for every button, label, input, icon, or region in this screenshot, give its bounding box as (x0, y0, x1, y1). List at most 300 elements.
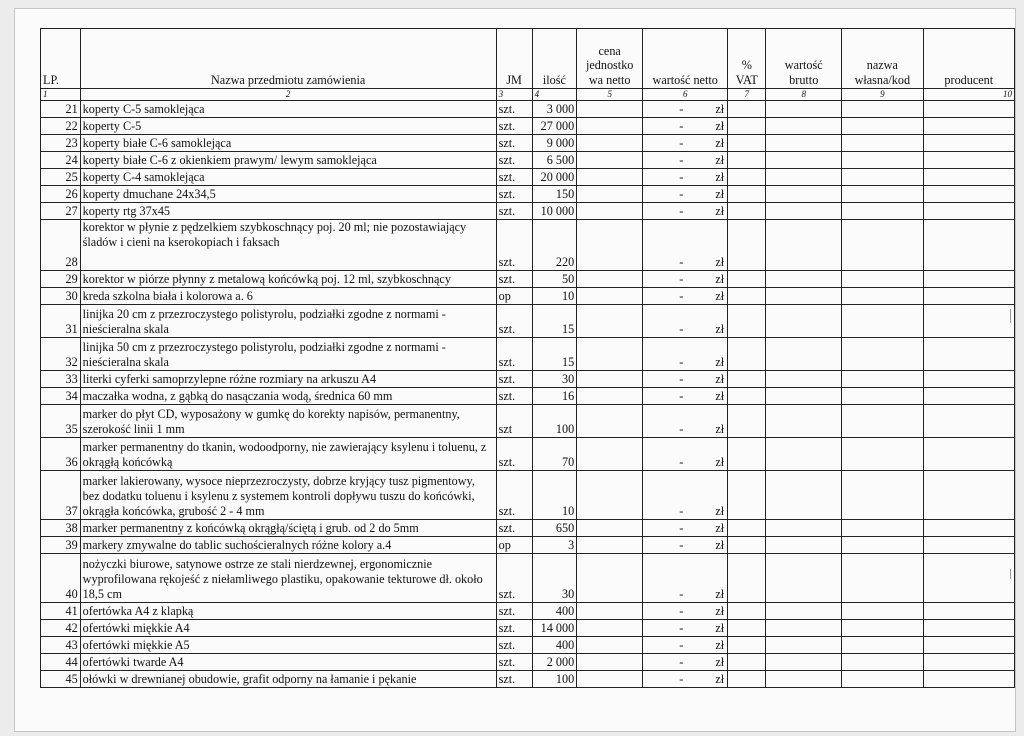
row-gross-value (766, 405, 842, 438)
row-item-name: koperty C-5 samoklejąca (80, 101, 496, 118)
net-value-placeholder: - (679, 455, 684, 470)
row-unit-net-price (577, 520, 643, 537)
row-own-name-code (842, 371, 924, 388)
row-unit-net-price (577, 654, 643, 671)
row-item-name: markery zmywalne do tablic suchościeralnych różne kolory a.4 (80, 537, 496, 554)
table-row (41, 371, 1015, 388)
row-producer (923, 388, 1014, 405)
row-vat (728, 101, 766, 118)
row-own-name-code (842, 637, 924, 654)
column-number-row (41, 89, 1015, 101)
scan-artifact (1010, 569, 1011, 579)
row-net-value (643, 438, 728, 471)
net-value-placeholder: - (679, 389, 684, 404)
row-vat (728, 554, 766, 603)
row-own-name-code (842, 554, 924, 603)
row-gross-value (766, 554, 842, 603)
column-number: 7 (728, 89, 766, 101)
row-lp: 38 (41, 520, 81, 537)
row-item-name: koperty C-5 (80, 118, 496, 135)
row-unit-net-price (577, 405, 643, 438)
net-value-currency: zł (715, 355, 725, 370)
row-net-value (643, 271, 728, 288)
row-item-name: maczałka wodna, z gąbką do nasączania wodą, średnica 60 mm (80, 388, 496, 405)
column-number: 9 (842, 89, 924, 101)
row-producer (923, 271, 1014, 288)
row-vat (728, 471, 766, 520)
row-net-value (643, 169, 728, 186)
net-value-currency: zł (715, 272, 725, 287)
row-quantity: 30 (532, 554, 577, 603)
row-item-name: ofertówki twarde A4 (80, 654, 496, 671)
row-own-name-code (842, 220, 924, 271)
row-producer (923, 135, 1014, 152)
row-net-value (643, 471, 728, 520)
table-row (41, 388, 1015, 405)
row-producer (923, 169, 1014, 186)
row-item-name: koperty rtg 37x45 (80, 203, 496, 220)
row-quantity: 400 (532, 603, 577, 620)
row-quantity: 30 (532, 371, 577, 388)
row-quantity: 15 (532, 338, 577, 371)
row-lp: 28 (41, 220, 81, 271)
row-lp: 33 (41, 371, 81, 388)
row-gross-value (766, 288, 842, 305)
net-value-placeholder: - (679, 136, 684, 151)
row-gross-value (766, 271, 842, 288)
header-vat: % VAT (728, 29, 766, 89)
row-gross-value (766, 654, 842, 671)
row-unit-net-price (577, 620, 643, 637)
row-unit-net-price (577, 288, 643, 305)
row-unit-net-price (577, 637, 643, 654)
row-net-value (643, 203, 728, 220)
net-value-placeholder: - (679, 521, 684, 536)
row-gross-value (766, 118, 842, 135)
row-unit: szt. (496, 438, 532, 471)
row-gross-value (766, 637, 842, 654)
net-value-currency: zł (715, 289, 725, 304)
row-lp: 22 (41, 118, 81, 135)
row-unit-net-price (577, 186, 643, 203)
row-unit-net-price (577, 438, 643, 471)
net-value-currency: zł (715, 604, 725, 619)
row-vat (728, 637, 766, 654)
row-own-name-code (842, 288, 924, 305)
net-value-currency: zł (715, 672, 725, 687)
row-unit-net-price (577, 471, 643, 520)
row-unit-net-price (577, 554, 643, 603)
row-gross-value (766, 537, 842, 554)
row-gross-value (766, 671, 842, 688)
net-value-placeholder: - (679, 422, 684, 437)
row-gross-value (766, 169, 842, 186)
row-unit: szt. (496, 554, 532, 603)
net-value-currency: zł (715, 455, 725, 470)
row-gross-value (766, 371, 842, 388)
row-own-name-code (842, 537, 924, 554)
row-gross-value (766, 305, 842, 338)
net-value-currency: zł (715, 255, 725, 270)
row-lp: 27 (41, 203, 81, 220)
row-net-value (643, 388, 728, 405)
net-value-placeholder: - (679, 372, 684, 387)
row-vat (728, 169, 766, 186)
row-item-name: kreda szkolna biała i kolorowa a. 6 (80, 288, 496, 305)
row-producer (923, 471, 1014, 520)
row-unit: szt. (496, 671, 532, 688)
net-value-currency: zł (715, 621, 725, 636)
net-value-currency: zł (715, 204, 725, 219)
net-value-placeholder: - (679, 504, 684, 519)
row-lp: 45 (41, 671, 81, 688)
row-unit: szt. (496, 118, 532, 135)
row-quantity: 20 000 (532, 169, 577, 186)
net-value-placeholder: - (679, 102, 684, 117)
row-quantity: 150 (532, 186, 577, 203)
net-value-placeholder: - (679, 604, 684, 619)
row-quantity: 10 000 (532, 203, 577, 220)
row-lp: 36 (41, 438, 81, 471)
net-value-placeholder: - (679, 255, 684, 270)
net-value-currency: zł (715, 136, 725, 151)
row-item-name: linijka 20 cm z przezroczystego polistyrolu, podziałki zgodne z normami - nieścieralna skala (80, 305, 496, 338)
column-number: 2 (80, 89, 496, 101)
table-row (41, 603, 1015, 620)
row-vat (728, 271, 766, 288)
column-number: 3 (496, 89, 532, 101)
net-value-placeholder: - (679, 204, 684, 219)
row-quantity: 16 (532, 388, 577, 405)
row-net-value (643, 405, 728, 438)
row-quantity: 6 500 (532, 152, 577, 169)
header-quantity: ilość (532, 29, 577, 89)
row-lp: 23 (41, 135, 81, 152)
row-item-name: nożyczki biurowe, satynowe ostrze ze stali nierdzewnej, ergonomicznie wyprofilowana rękojeść z niełamliwego plastiku, opakowanie tekturowe dł. około 18,5 cm (80, 554, 496, 603)
row-item-name: koperty dmuchane 24x34,5 (80, 186, 496, 203)
row-gross-value (766, 203, 842, 220)
row-own-name-code (842, 186, 924, 203)
column-number: 4 (532, 89, 577, 101)
row-unit-net-price (577, 152, 643, 169)
row-unit: szt. (496, 220, 532, 271)
row-quantity: 220 (532, 220, 577, 271)
row-unit-net-price (577, 388, 643, 405)
row-unit: op (496, 288, 532, 305)
row-net-value (643, 654, 728, 671)
row-item-name: marker lakierowany, wysoce nieprzezroczysty, dobrze kryjący tusz pigmentowy, bez dodatku toluenu i ksylenu z systemem kontroli dopływu tuszu do końcówki, okrągła końcówka, grubość 2 - 4 mm (80, 471, 496, 520)
row-vat (728, 135, 766, 152)
row-unit: szt. (496, 371, 532, 388)
column-number: 1 (41, 89, 81, 101)
row-item-name: ołówki w drewnianej obudowie, grafit odporny na łamanie i pękanie (80, 671, 496, 688)
header-gross-value: wartość brutto (766, 29, 842, 89)
row-gross-value (766, 101, 842, 118)
net-value-currency: zł (715, 538, 725, 553)
row-item-name: koperty białe C-6 z okienkiem prawym/ lewym samoklejąca (80, 152, 496, 169)
row-unit-net-price (577, 603, 643, 620)
row-vat (728, 371, 766, 388)
table-row (41, 471, 1015, 520)
row-producer (923, 671, 1014, 688)
row-lp: 44 (41, 654, 81, 671)
row-gross-value (766, 620, 842, 637)
row-vat (728, 620, 766, 637)
row-quantity: 9 000 (532, 135, 577, 152)
row-net-value (643, 603, 728, 620)
header-own-name-code: nazwa własna/kod (842, 29, 924, 89)
row-net-value (643, 371, 728, 388)
row-item-name: literki cyferki samoprzylepne różne rozmiary na arkuszu A4 (80, 371, 496, 388)
order-table-wrapper (40, 28, 1015, 688)
row-producer (923, 288, 1014, 305)
row-net-value (643, 671, 728, 688)
row-producer (923, 603, 1014, 620)
row-producer (923, 620, 1014, 637)
header-lp: LP. (41, 29, 81, 89)
row-quantity: 400 (532, 637, 577, 654)
row-quantity: 10 (532, 471, 577, 520)
row-producer (923, 338, 1014, 371)
net-value-placeholder: - (679, 621, 684, 636)
row-vat (728, 438, 766, 471)
row-lp: 31 (41, 305, 81, 338)
net-value-placeholder: - (679, 170, 684, 185)
row-unit-net-price (577, 305, 643, 338)
row-item-name: korektor w piórze płynny z metalową końcówką poj. 12 ml, szybkoschnący (80, 271, 496, 288)
table-header-row (41, 29, 1015, 89)
table-row (41, 288, 1015, 305)
row-own-name-code (842, 203, 924, 220)
row-net-value (643, 520, 728, 537)
net-value-currency: zł (715, 153, 725, 168)
row-producer (923, 654, 1014, 671)
table-row (41, 654, 1015, 671)
row-vat (728, 203, 766, 220)
row-vat (728, 520, 766, 537)
row-unit: szt. (496, 101, 532, 118)
row-own-name-code (842, 271, 924, 288)
table-row (41, 537, 1015, 554)
row-vat (728, 671, 766, 688)
header-unit-net-price: cena jednostko wa netto (577, 29, 643, 89)
row-quantity: 70 (532, 438, 577, 471)
header-unit: JM (496, 29, 532, 89)
table-row (41, 620, 1015, 637)
row-gross-value (766, 135, 842, 152)
row-own-name-code (842, 520, 924, 537)
row-net-value (643, 135, 728, 152)
row-gross-value (766, 388, 842, 405)
net-value-currency: zł (715, 389, 725, 404)
row-gross-value (766, 438, 842, 471)
column-number: 5 (577, 89, 643, 101)
row-item-name: ofertówka A4 z klapką (80, 603, 496, 620)
header-item-name: Nazwa przedmiotu zamówienia (80, 29, 496, 89)
row-unit: szt. (496, 203, 532, 220)
row-producer (923, 520, 1014, 537)
net-value-currency: zł (715, 372, 725, 387)
row-own-name-code (842, 620, 924, 637)
row-own-name-code (842, 603, 924, 620)
row-item-name: marker permanentny z końcówką okrągłą/ściętą i grub. od 2 do 5mm (80, 520, 496, 537)
row-vat (728, 537, 766, 554)
row-vat (728, 118, 766, 135)
row-item-name: koperty białe C-6 samoklejąca (80, 135, 496, 152)
table-row (41, 520, 1015, 537)
row-own-name-code (842, 135, 924, 152)
row-gross-value (766, 152, 842, 169)
row-unit: szt. (496, 271, 532, 288)
row-own-name-code (842, 169, 924, 186)
row-unit: szt. (496, 388, 532, 405)
row-vat (728, 654, 766, 671)
row-lp: 24 (41, 152, 81, 169)
row-item-name: marker do płyt CD, wyposażony w gumkę do korekty napisów, permanentny, szerokość linii 1 mm (80, 405, 496, 438)
row-net-value (643, 305, 728, 338)
table-row (41, 338, 1015, 371)
row-unit-net-price (577, 271, 643, 288)
row-lp: 39 (41, 537, 81, 554)
net-value-currency: zł (715, 587, 725, 602)
net-value-currency: zł (715, 187, 725, 202)
column-number: 10 (923, 89, 1014, 101)
row-gross-value (766, 220, 842, 271)
row-net-value (643, 101, 728, 118)
row-own-name-code (842, 388, 924, 405)
row-item-name: koperty C-4 samoklejąca (80, 169, 496, 186)
row-item-name: linijka 50 cm z przezroczystego polistyrolu, podziałki zgodne z normami - nieścieralna skala (80, 338, 496, 371)
row-lp: 41 (41, 603, 81, 620)
row-unit: szt (496, 405, 532, 438)
row-own-name-code (842, 118, 924, 135)
row-gross-value (766, 338, 842, 371)
row-net-value (643, 338, 728, 371)
header-producer: producent (923, 29, 1014, 89)
net-value-placeholder: - (679, 322, 684, 337)
table-row (41, 220, 1015, 271)
row-unit-net-price (577, 135, 643, 152)
header-net-value: wartość netto (643, 29, 728, 89)
net-value-placeholder: - (679, 672, 684, 687)
column-number: 6 (643, 89, 728, 101)
net-value-placeholder: - (679, 355, 684, 370)
net-value-currency: zł (715, 119, 725, 134)
net-value-placeholder: - (679, 289, 684, 304)
row-net-value (643, 554, 728, 603)
net-value-currency: zł (715, 504, 725, 519)
row-unit-net-price (577, 118, 643, 135)
scan-artifact (1010, 309, 1011, 323)
order-items-table (40, 28, 1015, 688)
row-producer (923, 438, 1014, 471)
row-unit-net-price (577, 537, 643, 554)
net-value-placeholder: - (679, 272, 684, 287)
row-gross-value (766, 520, 842, 537)
net-value-currency: zł (715, 638, 725, 653)
row-quantity: 3 (532, 537, 577, 554)
row-own-name-code (842, 152, 924, 169)
row-quantity: 2 000 (532, 654, 577, 671)
row-quantity: 100 (532, 671, 577, 688)
row-gross-value (766, 186, 842, 203)
row-item-name: marker permanentny do tkanin, wodoodporny, nie zawierający ksylenu i toluenu, z okrągłą końcówką (80, 438, 496, 471)
row-lp: 26 (41, 186, 81, 203)
row-unit: szt. (496, 620, 532, 637)
table-row (41, 152, 1015, 169)
row-own-name-code (842, 471, 924, 520)
row-own-name-code (842, 101, 924, 118)
row-vat (728, 603, 766, 620)
table-body (41, 101, 1015, 688)
row-net-value (643, 220, 728, 271)
row-lp: 35 (41, 405, 81, 438)
row-unit-net-price (577, 203, 643, 220)
row-own-name-code (842, 405, 924, 438)
row-own-name-code (842, 654, 924, 671)
table-row (41, 671, 1015, 688)
table-row (41, 405, 1015, 438)
row-producer (923, 637, 1014, 654)
row-unit: szt. (496, 135, 532, 152)
row-quantity: 14 000 (532, 620, 577, 637)
net-value-placeholder: - (679, 587, 684, 602)
table-row (41, 101, 1015, 118)
row-net-value (643, 288, 728, 305)
row-unit: op (496, 537, 532, 554)
row-gross-value (766, 603, 842, 620)
net-value-placeholder: - (679, 638, 684, 653)
row-net-value (643, 637, 728, 654)
row-vat (728, 388, 766, 405)
row-net-value (643, 186, 728, 203)
row-quantity: 27 000 (532, 118, 577, 135)
row-unit-net-price (577, 338, 643, 371)
row-item-name: ofertówki miękkie A4 (80, 620, 496, 637)
row-producer (923, 118, 1014, 135)
row-unit: szt. (496, 471, 532, 520)
table-row (41, 438, 1015, 471)
row-producer (923, 554, 1014, 603)
row-unit-net-price (577, 371, 643, 388)
row-vat (728, 186, 766, 203)
row-vat (728, 338, 766, 371)
table-row (41, 118, 1015, 135)
row-unit: szt. (496, 520, 532, 537)
row-unit: szt. (496, 186, 532, 203)
row-unit: szt. (496, 637, 532, 654)
row-quantity: 15 (532, 305, 577, 338)
table-row (41, 203, 1015, 220)
row-lp: 37 (41, 471, 81, 520)
row-quantity: 100 (532, 405, 577, 438)
net-value-currency: zł (715, 102, 725, 117)
row-own-name-code (842, 338, 924, 371)
net-value-placeholder: - (679, 153, 684, 168)
row-lp: 30 (41, 288, 81, 305)
row-own-name-code (842, 671, 924, 688)
row-lp: 43 (41, 637, 81, 654)
net-value-currency: zł (715, 422, 725, 437)
row-unit-net-price (577, 671, 643, 688)
row-gross-value (766, 471, 842, 520)
column-number: 8 (766, 89, 842, 101)
row-vat (728, 152, 766, 169)
row-lp: 34 (41, 388, 81, 405)
net-value-placeholder: - (679, 538, 684, 553)
row-unit-net-price (577, 101, 643, 118)
row-own-name-code (842, 305, 924, 338)
